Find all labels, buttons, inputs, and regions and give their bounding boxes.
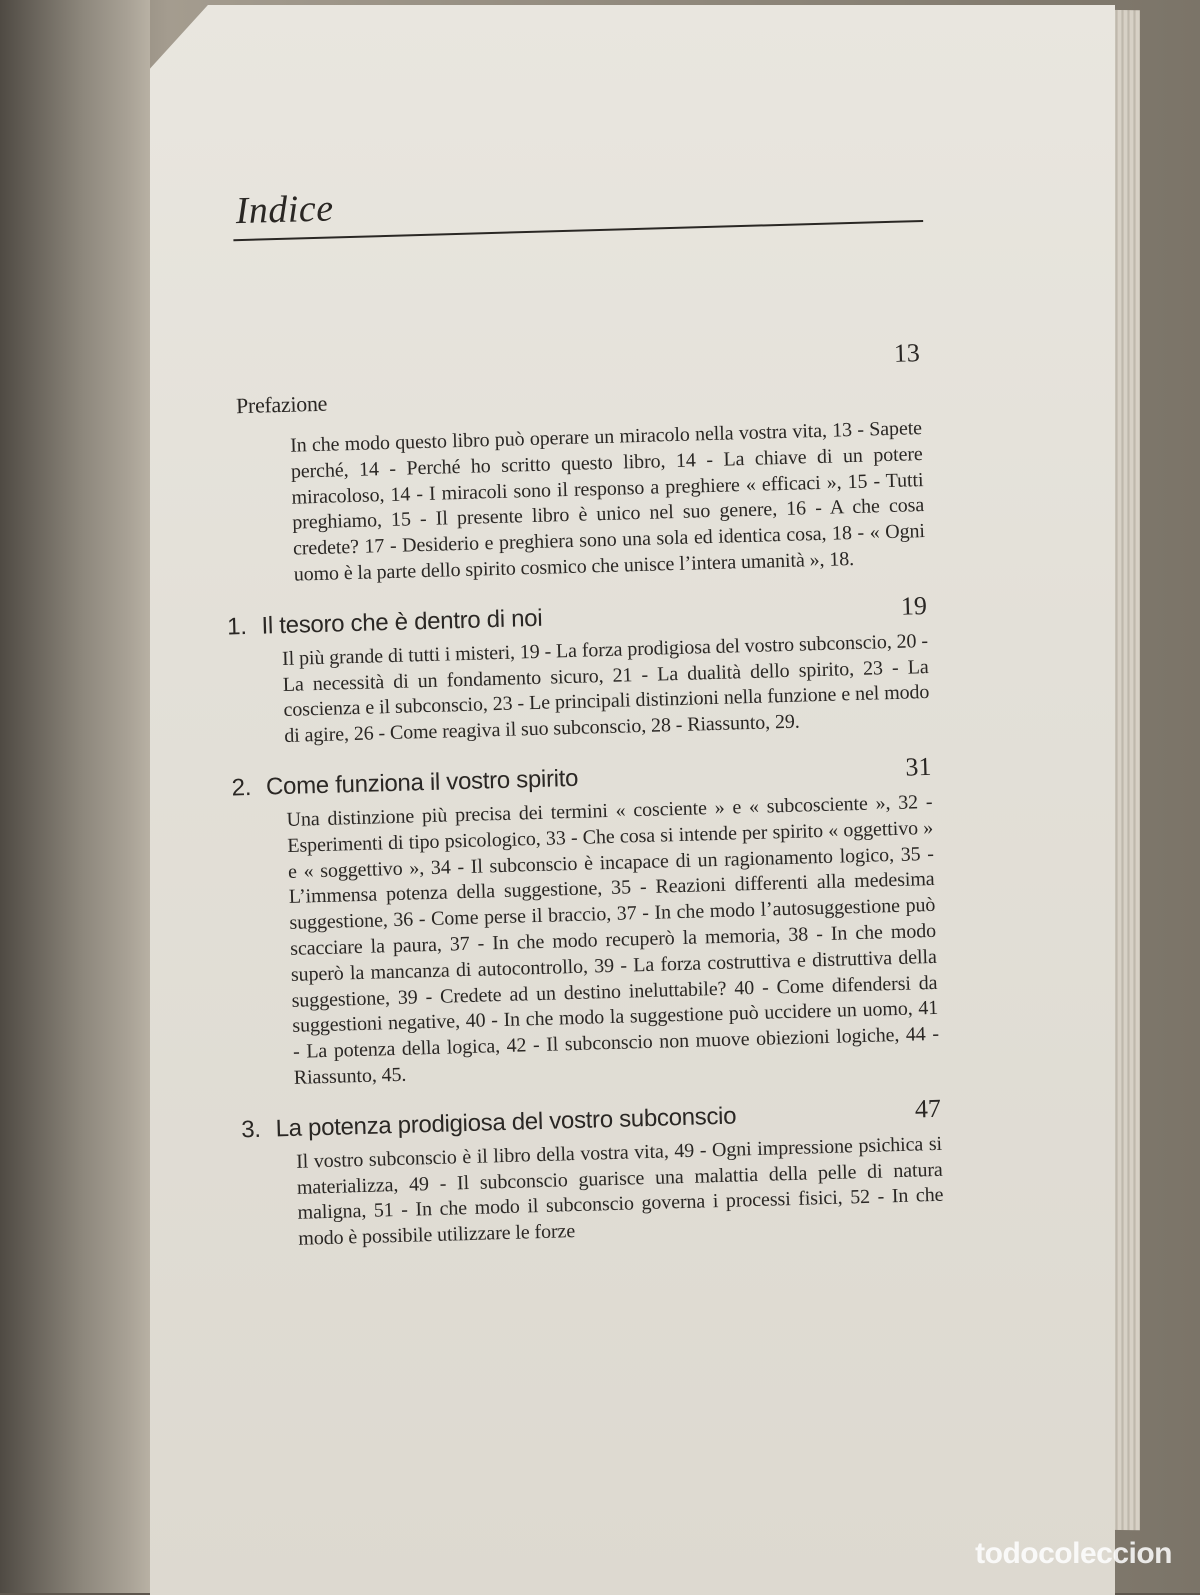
entry-title: La potenza prodigiosa del vostro subconscio (275, 1102, 737, 1143)
watermark-logo: todocoleccion (975, 1537, 1172, 1570)
toc-content (205, 169, 975, 1276)
entry-title: Prefazione (235, 390, 328, 419)
entry-description: In che modo questo libro può operare un miracolo nella vostra vita, 13 - Sapete perché, 14 - Perché ho scritto questo libro, 14 - La chiave di un potere miracoloso, 14 - I miracoli sono il responso a preghiere « efficaci », 15 - Tutti preghiamo, 15 - Il presente libro è unico nel suo genere, 16 - A che cosa credete? 17 - Desiderio e preghiera sono una sola ed identica cosa, 18 - « Ogni uomo è la parte dello spirito cosmico che unisce l’intera umanità », 18. (289, 417, 926, 586)
entry-title: Il tesoro che è dentro di noi (261, 604, 543, 640)
chapter-number: 3. (240, 1115, 262, 1144)
entry-description: Una distinzione più precisa dei termini « cosciente » e « subcosciente », 32 - Esperimenti di tipo psicologico, 33 - Che cosa si intende per spirito « oggettivo » e « soggettivo », 34 - Il subconscio è incapace di un ragionamento logico, 35 - L’immensa potenza della suggestione, 35 - Reazioni differenti alla medesima suggestione, 36 - Come perse il braccio, 37 - In che modo l’autosuggestione può scacciare la paura, 37 - In che modo recuperò la memoria, 38 - In che modo superò la mancanza di autocontrollo, 39 - La forza costruttiva e distruttiva della suggestione, 39 - Credete ad un destino ineluttabile? 40 - Come difendersi da suggestioni negative, 40 - In che modo la suggestione può uccidere un uomo, 41 - La potenza della logica, 42 - Il subconscio non muove obiezioni logiche, 44 - Riassunto, 45. (286, 790, 940, 1089)
entry-description: Il più grande di tutti i misteri, 19 - La forza prodigiosa del vostro subconscio, 20 - La necessità di un fondamento sicuro, 21 - La dualità dello spirito, 23 - La coscienza e il subconscio, 23 - Le principali distinzioni nella funzione e nel modo di agire, 26 - Come reagiva il suo subconscio, 28 - Riassunto, 29. (281, 629, 930, 748)
entry-title: Come funziona il vostro spirito (265, 764, 579, 801)
chapter-number: 2. (231, 773, 252, 802)
entry-page-number: 13 (893, 338, 921, 368)
toc-entry-2 (221, 753, 970, 1093)
toc-entry-1 (217, 592, 961, 752)
page-title: Indice (235, 187, 335, 233)
left-page-edge (0, 0, 150, 1593)
toc-entry-3 (231, 1095, 975, 1255)
toc-entry-prefazione (211, 338, 956, 590)
entry-description: Il vostro subconscio è il libro della vostra vita, 49 - Ogni impressione psichica si materializza, 49 - Il subconscio guarisce una malattia della pelle di natura maligna, 51 - In che modo il subconscio governa i processi fisici, 52 - In che modo è possibile utilizzare le forze (295, 1132, 944, 1250)
entry-page-number: 31 (904, 751, 932, 782)
entry-page-number: 47 (914, 1093, 942, 1124)
chapter-number: 1. (226, 612, 247, 641)
entry-page-number: 19 (900, 590, 928, 621)
entry-heading (211, 371, 952, 422)
toc-list (211, 338, 975, 1254)
